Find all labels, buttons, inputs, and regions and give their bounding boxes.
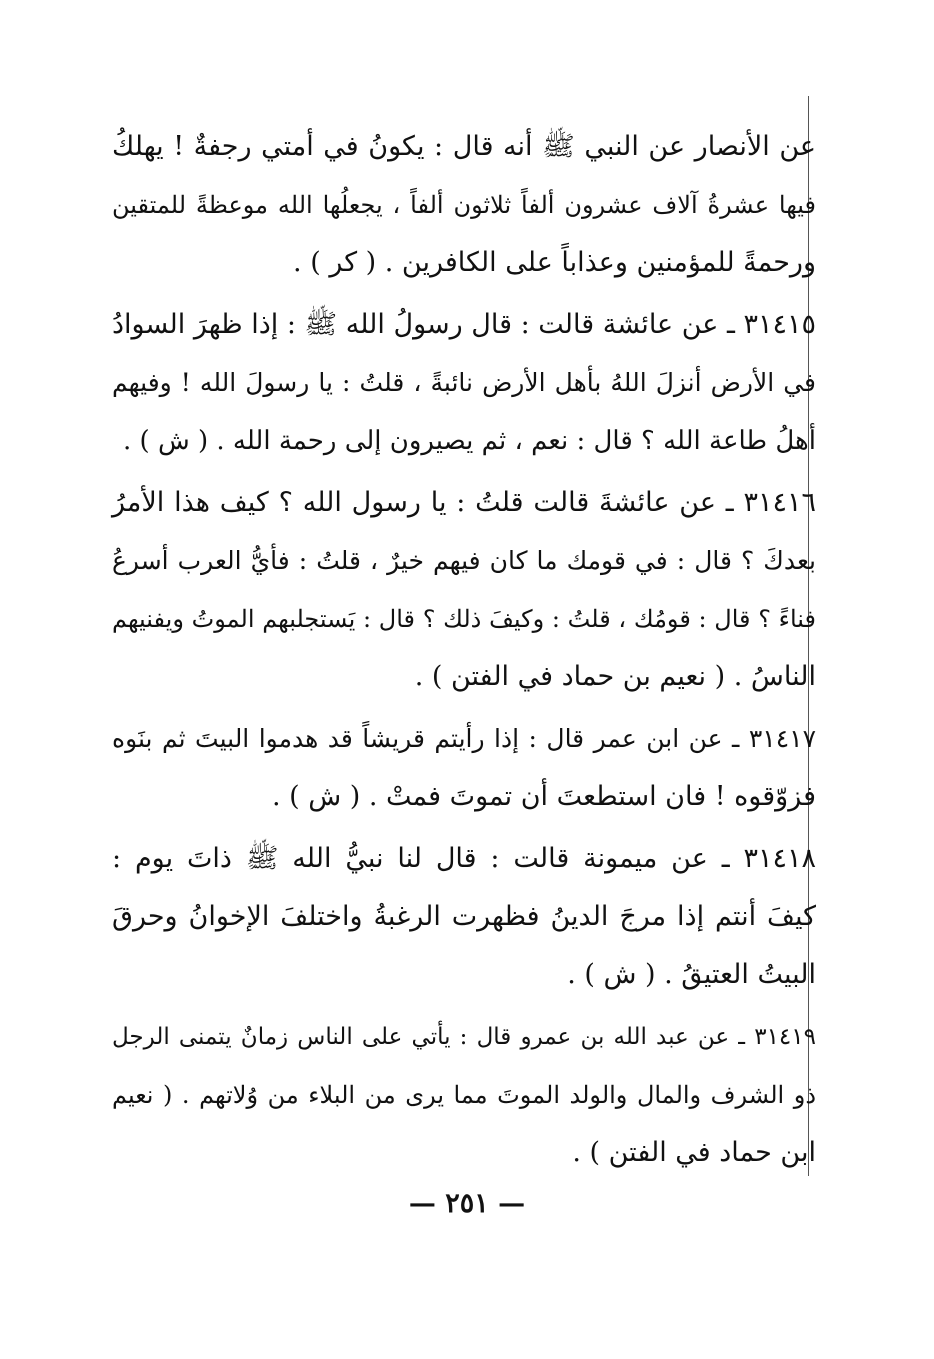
page-number: — ٢٥١ — <box>408 1188 526 1219</box>
text-line: ٣١٤١٥ ـ عن عائشة قالت : قال رسولُ الله ﷺ : إذا ظهرَ السوادُ <box>111 309 816 340</box>
paragraph-31416 <box>112 474 816 706</box>
paragraph-continuation <box>112 118 816 292</box>
text-line: ٣١٤١٩ ـ عن عبد الله بن عمرو قال : يأتي على الناس زمانٌ يتمنى الرجل <box>112 1024 816 1050</box>
text-line: ٣١٤١٦ ـ عن عائشةَ قالت قلتُ : يا رسول الله ؟ كيف هذا الأمرُ <box>112 487 816 518</box>
text-line: ابن حماد في الفتن ) . <box>572 1137 816 1168</box>
text-line: كيفَ أنتم إذا مرجَ الدينُ فظهرت الرغبةُ واختلفَ الإخوانُ وحرقَ <box>112 901 816 932</box>
text-line: فناءً ؟ قال : قومُك ، قلتُ : وكيفَ ذلك ؟ قال : يَستجلبهم الموتُ ويفنيهم <box>112 605 816 633</box>
text-line: أهلُ طاعة الله ؟ قال : نعم ، ثم يصيرون إلى رحمة الله . ( ش ) . <box>123 426 816 456</box>
text-line: ٣١٤١٨ ـ عن ميمونة قالت : قال لنا نبيُّ الله ﷺ ذاتَ يوم : <box>112 843 816 874</box>
paragraph-31418 <box>112 830 816 1004</box>
text-column <box>112 118 816 1182</box>
paragraph-31419 <box>112 1008 816 1182</box>
text-line: في الأرض أنزلَ اللهُ بأهل الأرض نائبةً ، قلتُ : يا رسولَ الله ! وفيهم <box>112 368 816 397</box>
text-line: بعدكَ ؟ قال : في قومك ما كان فيهم خيرٌ ، قلتُ : فأيُّ العرب أسرعُ <box>112 546 816 575</box>
text-line: البيتُ العتيقُ . ( ش ) . <box>567 959 816 990</box>
text-line: فيها عشرةُ آلاف عشرون ألفاً ثلاثون ألفاً ، يجعلُها الله موعظةً للمتقين <box>112 191 817 219</box>
text-line: ٣١٤١٧ ـ عن ابن عمر قال : إذا رأيتم قريشاً قد هدموا البيتَ ثم بنَوه <box>112 724 816 753</box>
text-line: ذو الشرف والمال والولد الموتَ مما يرى من البلاء من وُلاتهم . ( نعيم <box>112 1081 816 1109</box>
text-line: ورحمةً للمؤمنين وعذاباً على الكافرين . ( كر ) . <box>293 247 816 278</box>
text-line: الناسُ . ( نعيم بن حماد في الفتن ) . <box>414 661 816 692</box>
paragraph-31417 <box>112 710 816 826</box>
paragraph-31415 <box>112 296 816 470</box>
text-line: عن الأنصار عن النبي ﷺ أنه قال : يكونُ في أمتي رجفةٌ ! يهلكُ <box>112 131 816 162</box>
text-line: فزوّقوه ! فان استطعتَ أن تموتَ فمتْ . ( ش ) . <box>271 781 816 812</box>
